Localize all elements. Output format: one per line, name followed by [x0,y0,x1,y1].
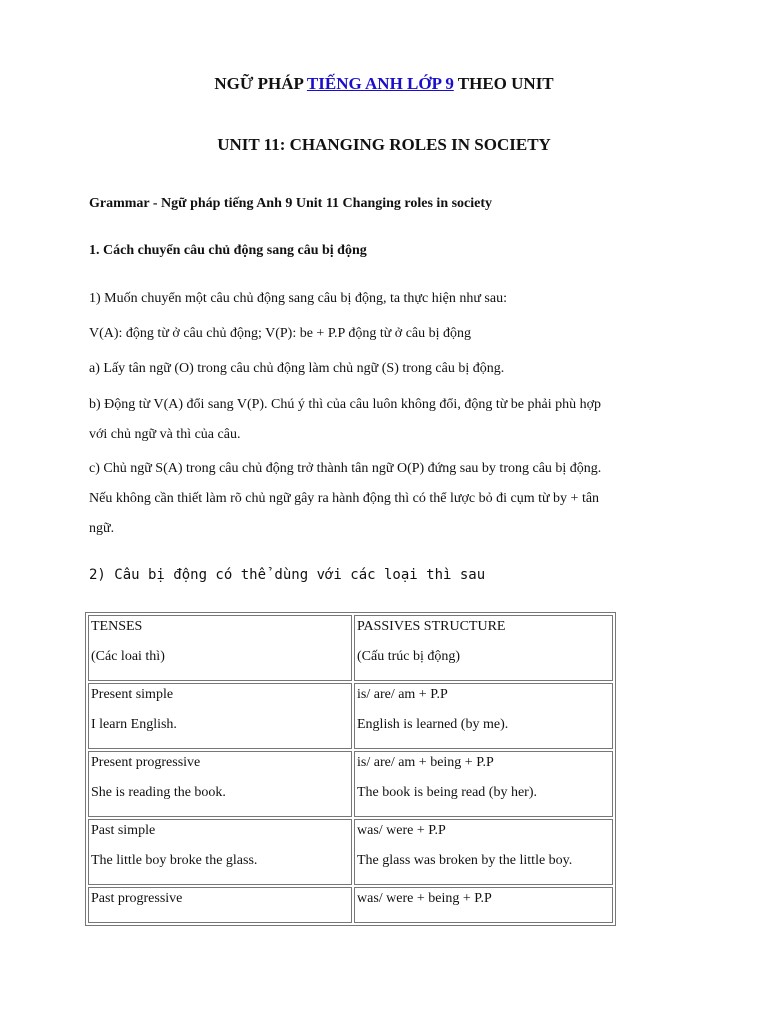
table-row [88,887,613,923]
tense-name: Past simple [91,823,156,838]
header-tenses: TENSES [91,619,143,634]
title-link[interactable]: TIẾNG ANH LỚP 9 [306,74,454,93]
table-cell [354,683,613,749]
table-cell [88,751,352,817]
paragraph-5: với chủ ngữ và thì của câu. [89,427,241,442]
paragraph-2: V(A): động từ ở câu chủ động; V(P): be + P.P động từ ở câu bị động [89,326,472,341]
tense-example: The little boy broke the glass. [91,853,258,868]
passive-structure: is/ are/ am + being + P.P [357,755,494,770]
table-row [88,751,613,817]
document-title [0,74,768,94]
table-row [88,683,613,749]
table-cell [88,683,352,749]
paragraph-1: 1) Muốn chuyển một câu chủ động sang câu bị động, ta thực hiện như sau: [89,291,507,306]
passive-example: The glass was broken by the little boy. [357,853,573,868]
title-prefix: NGỮ PHÁP [214,74,303,93]
header-tenses-vi: (Các loai thì) [91,649,165,664]
section2-heading: 2) Câu bị động có thể dùng với các loại thì sau [89,567,486,583]
passive-structure: is/ are/ am + P.P [357,687,448,702]
table-cell [354,751,613,817]
table-cell [354,819,613,885]
table-cell [88,887,352,923]
passive-table [85,612,616,926]
passive-structure: was/ were + P.P [357,823,446,838]
paragraph-7: Nếu không cần thiết làm rõ chủ ngữ gây ra hành động thì có thể lược bỏ đi cụm từ by + tân [89,491,600,506]
tense-name: Present progressive [91,755,201,770]
section1-heading: 1. Cách chuyển câu chủ động sang câu bị động [89,243,367,258]
passive-example: English is learned (by me). [357,717,509,732]
table-cell [354,615,613,681]
table-cell [88,615,352,681]
paragraph-6: c) Chủ ngữ S(A) trong câu chủ động trở thành tân ngữ O(P) đứng sau by trong câu bị động. [89,461,602,476]
grammar-heading: Grammar - Ngữ pháp tiếng Anh 9 Unit 11 Changing roles in society [89,196,493,211]
unit-title: UNIT 11: CHANGING ROLES IN SOCIETY [217,135,551,154]
paragraph-4: b) Động từ V(A) đổi sang V(P). Chú ý thì của câu luôn không đổi, động từ be phải phù hợp [89,397,602,412]
table-header-row [88,615,613,681]
paragraph-3: a) Lấy tân ngữ (O) trong câu chủ động làm chủ ngữ (S) trong câu bị động. [89,361,505,376]
passive-structure: was/ were + being + P.P [357,891,492,906]
tense-name: Present simple [91,687,174,702]
tense-example: I learn English. [91,717,177,732]
tense-name: Past progressive [91,891,183,906]
passive-example: The book is being read (by her). [357,785,537,800]
table-row [88,819,613,885]
table-cell [354,887,613,923]
tense-example: She is reading the book. [91,785,226,800]
header-structure-vi: (Cấu trúc bị động) [357,649,461,664]
paragraph-8: ngữ. [89,521,115,536]
table-cell [88,819,352,885]
title-suffix: THEO UNIT [457,74,554,93]
header-structure: PASSIVES STRUCTURE [357,619,506,634]
